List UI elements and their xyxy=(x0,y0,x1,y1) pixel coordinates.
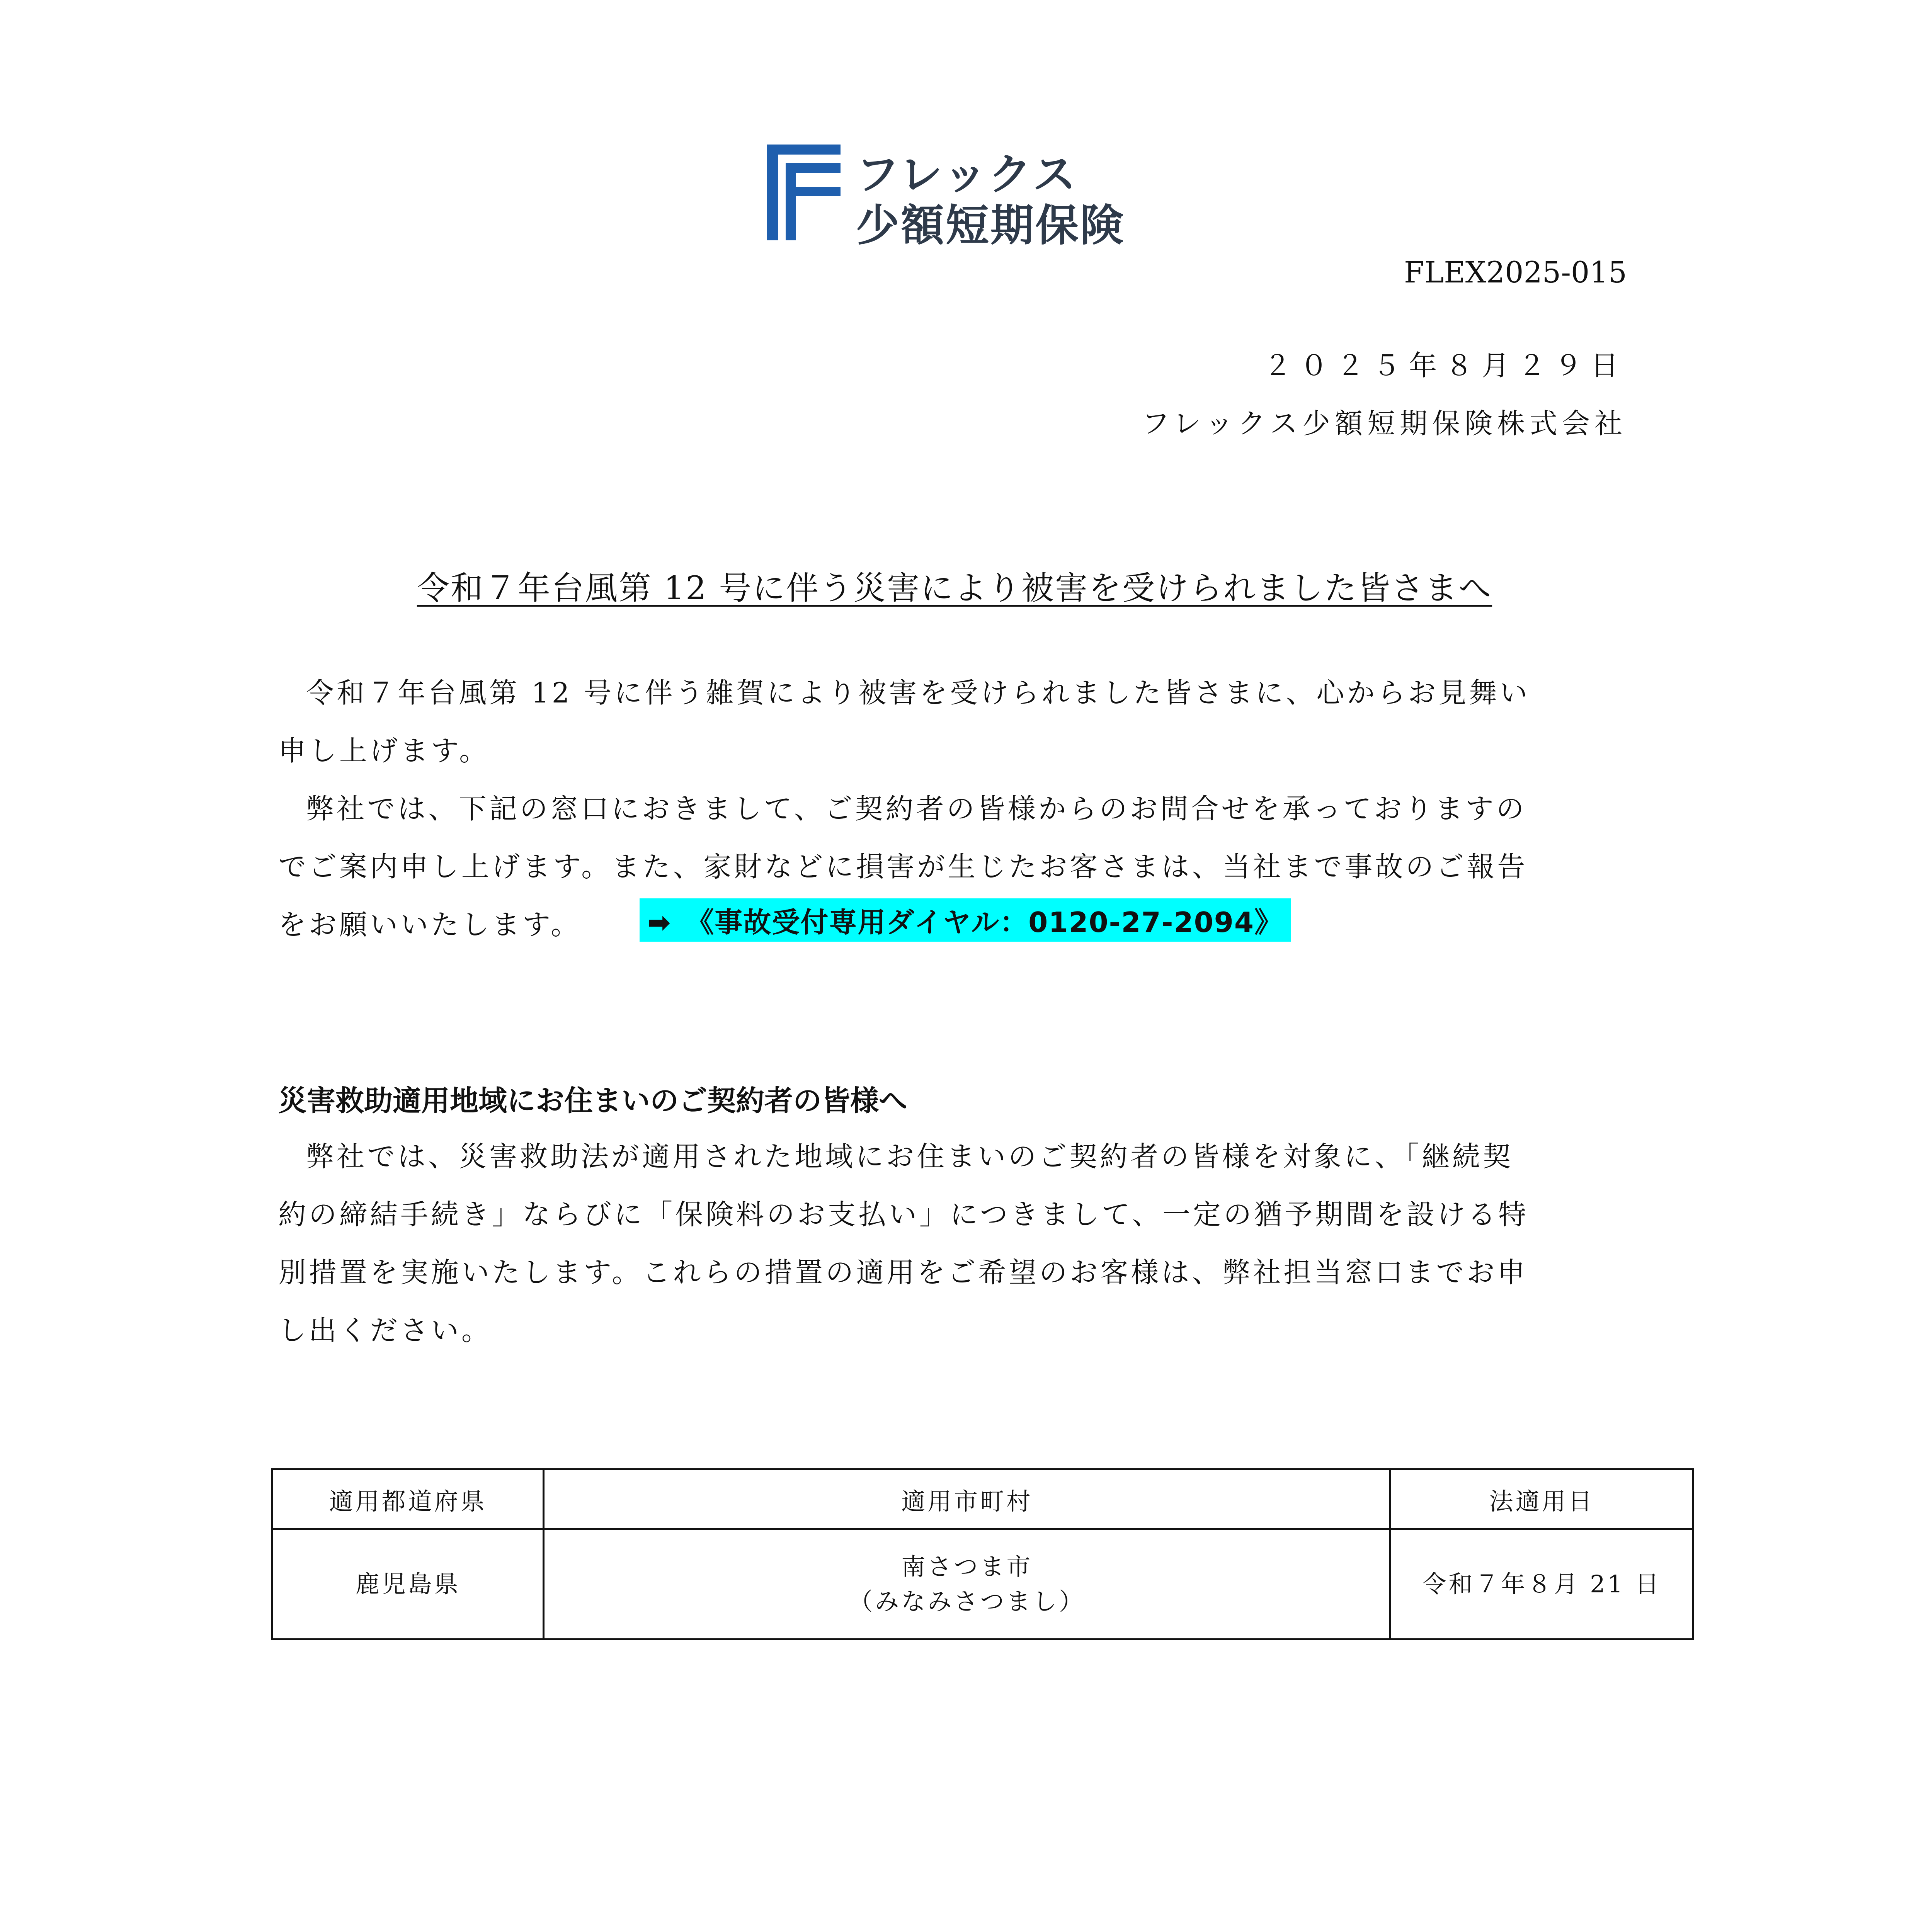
city-name: 南さつま市 xyxy=(901,1553,1033,1581)
logo-text-line1: フレックス xyxy=(856,150,1078,200)
issuer-company: フレックス少額短期保険株式会社 xyxy=(1142,407,1627,440)
intro-line: 令和７年台風第 12 号に伴う雑賀により被害を受けられました皆さまに、心からお見舞い xyxy=(306,677,1530,709)
flex-logo-icon xyxy=(767,145,841,240)
section2-line: 約の締結手続き」ならびに「保険料のお支払い」につきまして、一定の猶予期間を設ける特 xyxy=(278,1198,1529,1231)
cell-city xyxy=(544,1529,1390,1639)
intro-paragraph xyxy=(278,670,1631,949)
cell-prefecture: 鹿児島県 xyxy=(272,1529,544,1639)
intro-line: 申し上げます。 xyxy=(278,735,490,767)
accident-hotline: ➡ 《事故受付専用ダイヤル：0120-27-2094》 xyxy=(640,898,1291,942)
logo-text-line2: 少額短期保険 xyxy=(856,201,1125,251)
table-row xyxy=(272,1529,1693,1639)
document-number: FLEX2025-015 xyxy=(1404,255,1627,289)
intro-line: 弊社では、下記の窓口におきまして、ご契約者の皆様からのお問合せを承っておりますの xyxy=(306,793,1527,825)
section-heading: 災害救助適用地域にお住まいのご契約者の皆様へ xyxy=(278,1084,907,1117)
table-header-row xyxy=(272,1469,1693,1529)
intro-line: でご案内申し上げます。また、家財などに損害が生じたお客さまは、当社まで事故のご報告 xyxy=(278,850,1528,883)
section2-line: 別措置を実施いたします。これらの措置の適用をご希望のお客様は、弊社担当窓口までお申 xyxy=(278,1256,1528,1289)
intro-line: をお願いいたします。 xyxy=(278,908,582,941)
city-reading: （みなみさつまし） xyxy=(849,1587,1086,1616)
column-header-prefecture: 適用都道府県 xyxy=(272,1469,544,1529)
page-title xyxy=(278,562,1631,609)
document-date: ２０２５年８月２９日 xyxy=(1263,349,1627,382)
column-header-date: 法適用日 xyxy=(1390,1469,1693,1529)
page-title-text: 令和７年台風第 12 号に伴う災害により被害を受けられました皆さまへ xyxy=(417,569,1492,607)
section2-line: 弊社では、災害救助法が適用された地域にお住まいのご契約者の皆様を対象に、「継続契 xyxy=(306,1140,1514,1173)
company-logo xyxy=(767,140,1154,251)
column-header-city: 適用市町村 xyxy=(544,1469,1390,1529)
applicable-areas-table xyxy=(271,1468,1694,1640)
section2-line: し出ください。 xyxy=(278,1314,492,1347)
cell-date: 令和７年８月 21 日 xyxy=(1390,1529,1693,1639)
section2-paragraph xyxy=(278,1134,1631,1366)
